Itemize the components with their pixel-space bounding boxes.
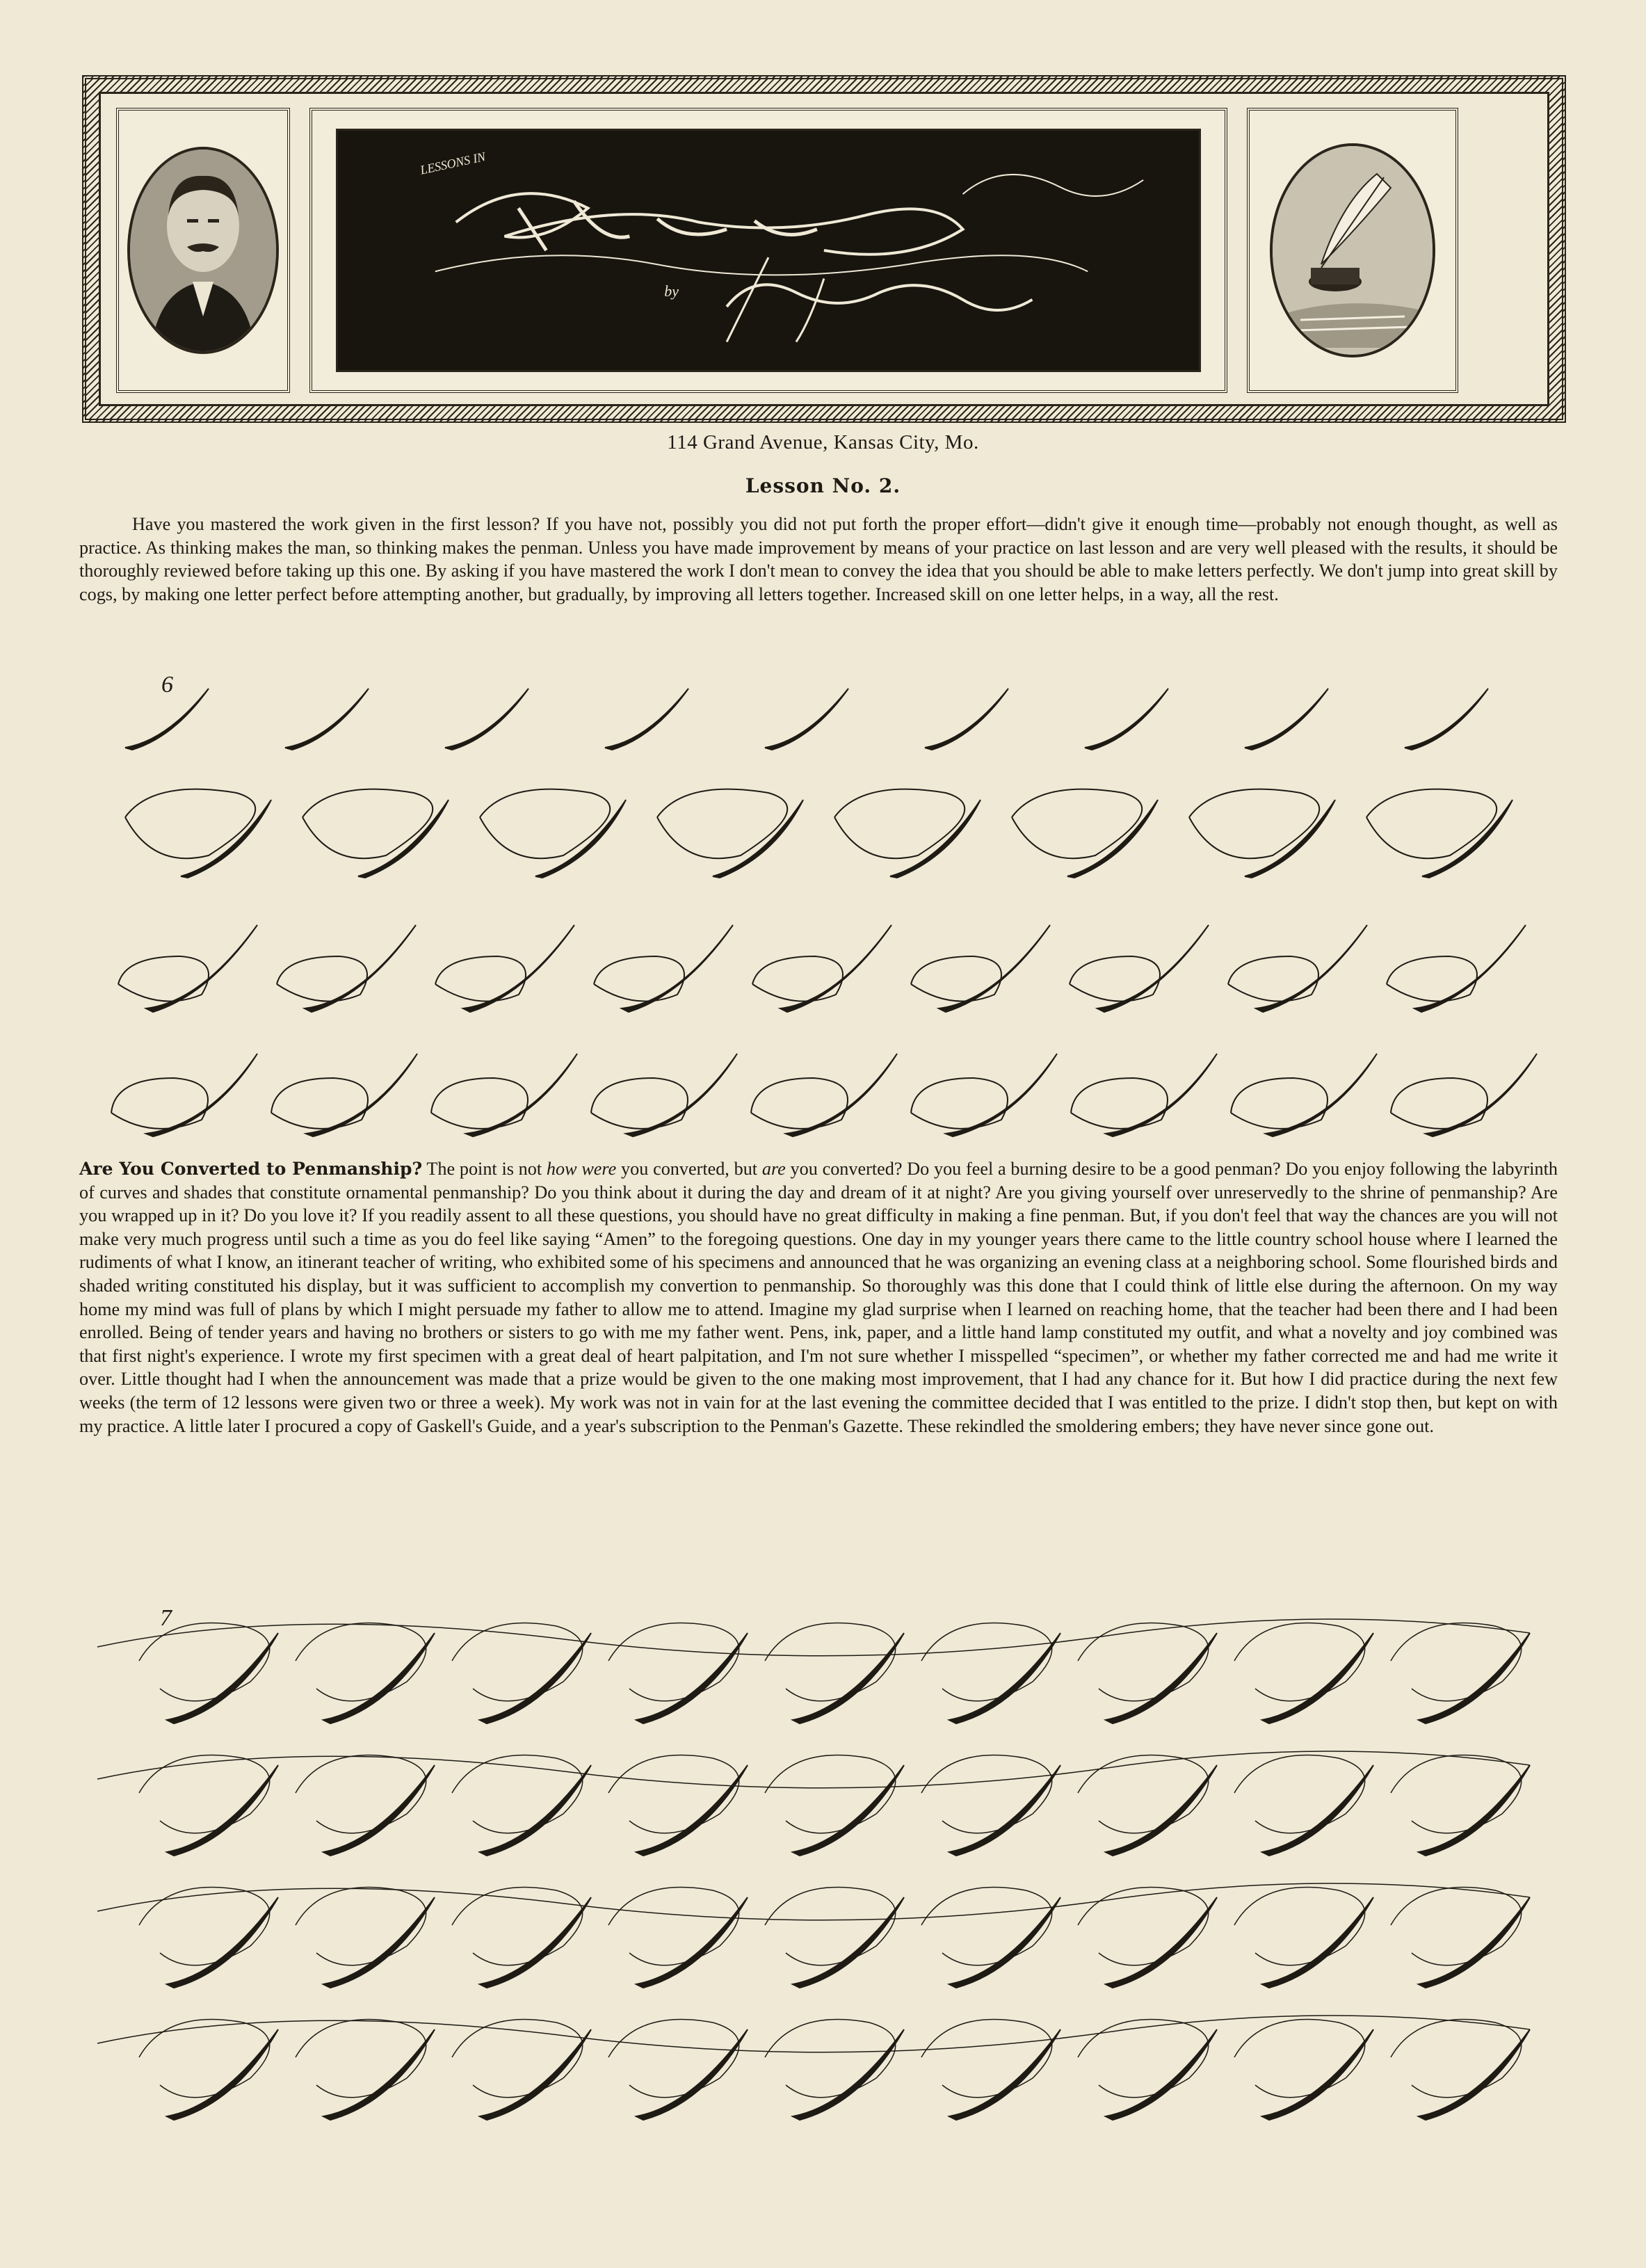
emphasis: are — [761, 1159, 786, 1179]
shaded-stroke — [1405, 689, 1488, 750]
capital-loop — [452, 1755, 583, 1833]
shaded-stroke — [1414, 925, 1526, 1012]
shaded-stroke — [636, 1765, 748, 1856]
shaded-stroke — [1106, 1054, 1217, 1136]
oval-loop — [1070, 956, 1160, 1002]
shaded-stroke — [1106, 1765, 1217, 1856]
shaded-stroke — [626, 1054, 737, 1136]
address-line: 114 Grand Avenue, Kansas City, Mo. — [667, 431, 979, 453]
emphasis: how were — [546, 1159, 617, 1179]
capital-loop — [452, 2020, 583, 2098]
shaded-stroke — [323, 1765, 435, 1856]
capital-loop — [765, 1755, 896, 1833]
shaded-stroke — [1422, 800, 1512, 878]
shaded-stroke — [1245, 689, 1328, 750]
flourish-line — [97, 1883, 1530, 1920]
shaded-stroke — [445, 689, 529, 750]
capital-loop — [452, 1623, 583, 1701]
oval-loop — [911, 1078, 1008, 1129]
header-banner — [82, 75, 1566, 423]
shaded-stroke — [786, 1054, 897, 1136]
oval-loop — [1071, 1078, 1168, 1129]
shaded-stroke — [1262, 1633, 1373, 1723]
exercise-6-drawing — [83, 661, 1565, 1148]
quill-vignette — [1270, 143, 1435, 357]
capital-loop — [921, 2020, 1052, 2098]
capital-loop — [1391, 1755, 1522, 1833]
shaded-stroke — [466, 1054, 577, 1136]
quill-frame — [1247, 108, 1458, 393]
capital-loop — [1078, 1755, 1209, 1833]
shaded-stroke — [480, 1765, 591, 1856]
shaded-stroke — [949, 1633, 1060, 1723]
quill-inkwell-drawing — [1273, 146, 1433, 355]
shaded-stroke — [323, 2029, 435, 2120]
portrait-frame — [116, 108, 290, 393]
shaded-stroke — [949, 1765, 1060, 1856]
oval-loop — [594, 956, 684, 1002]
capital-loop — [1234, 1755, 1365, 1833]
shaded-stroke — [890, 800, 981, 878]
oval-loop — [435, 956, 526, 1002]
capital-loop — [139, 2020, 270, 2098]
shaded-stroke — [1106, 1897, 1217, 1988]
shaded-stroke — [480, 1897, 591, 1988]
capital-loop — [139, 1888, 270, 1965]
artistic-writing-flourish — [338, 131, 1199, 370]
run-in-heading: Are You Converted to Penmanship? — [79, 1159, 423, 1179]
shaded-stroke — [323, 1633, 435, 1723]
capital-loop — [765, 2020, 896, 2098]
shaded-stroke — [146, 925, 257, 1012]
capital-loop — [608, 1755, 739, 1833]
capital-loop — [139, 1755, 270, 1833]
oval-loop — [752, 956, 843, 1002]
text-run: you converted? Do you feel a burning desire to be a good penman? Do you enjoy following the labyrinth of curves and shades that constitute ornamental penmanship? Do you think about it during the day and dream of it at night? Are you giving yourself over unreservedly to the shrine of penmanship? Are you wrapped up in it? Do you love it? If you readily assent to all these questions, you should have no great difficulty in making a fine penman. But, if you don't feel that way the chances are you will not make very much progress until such a time as you do feel like saying “Amen” to the foregoing questions. One day in my younger years there came to the little country school house where I learned the rudiments of what I know, an itinerant teacher of writing, who exhibited some of his specimens and announced that he was organizing an evening class at a neighboring school. Some flourished birds and shaded writing constituted his display, but it was sufficient to accomplish my convertion to penmanship. So thoroughly was this done that I could think of little else during the afternoon. On my way home my mind was full of plans by which I might persuade my father to allow me to attend. Imagine my glad surprise when I learned on reaching home, that the teacher had been there and I had been enrolled. Being of tender years and having no brothers or sisters to go with me my father went. Pens, ink, paper, and a little hand lamp constituted my outfit, and what a novelty and joy combined was that first night's experience. I wrote my first specimen with a great deal of heart palpitation, and I'm not sure whether I misspelled “specimen”, or whether my father corrected me and had me write it over. Little thought had I when the announcement was made that a prize would be given to the one making most improvement, that I had any chance for it. But how I did practice during the next few weeks (the term of 12 lessons were given two or three a week). My work was not in vain for at the last evening the committee decided that I was entitled to the prize. I didn't stop then, but kept on with my practice. A little later I procured a copy of Gaskell's Guide, and a year's subscription to the Penman's Gazette. These rekindled the smoldering embers; they have never since gone out. — [79, 1159, 1558, 1436]
shaded-stroke — [480, 1633, 591, 1723]
shaded-stroke — [636, 2029, 748, 2120]
shaded-stroke — [636, 1633, 748, 1723]
shaded-stroke — [1067, 800, 1158, 878]
capital-loop — [296, 1888, 426, 1965]
shaded-stroke — [1419, 2029, 1530, 2120]
shaded-stroke — [780, 925, 891, 1012]
oval-loop — [751, 1078, 848, 1129]
capital-loop — [608, 2020, 739, 2098]
shaded-stroke — [535, 800, 626, 878]
shaded-stroke — [285, 689, 369, 750]
capital-loop — [139, 1623, 270, 1701]
shaded-stroke — [636, 1897, 748, 1988]
flourish-line — [97, 1619, 1530, 1656]
exercise-7-plate — [83, 1577, 1565, 2127]
shaded-stroke — [1419, 1765, 1530, 1856]
capital-loop — [452, 1888, 583, 1965]
title-lettering-plate — [336, 129, 1201, 372]
exercise-6-plate — [83, 661, 1565, 1148]
author-portrait — [127, 147, 279, 354]
shaded-stroke — [939, 925, 1050, 1012]
shaded-stroke — [1266, 1054, 1377, 1136]
oval-loop — [591, 1078, 688, 1129]
exercise-7-drawing — [83, 1577, 1565, 2127]
intro-paragraph: Have you mastered the work given in the first lesson? If you have not, possibly you did not put forth the proper effort—didn't give it enough time—probably not enough thought, as well as practice. As thinking makes the man, so thinking makes the penman. Unless you have made improvement by means of your practice on last lesson and are very well pleased with the results, it should be thoroughly reviewed before taking up this one. By asking if you have mastered the work I don't mean to convey the idea that you should be able to make letters perfectly. We don't jump into great skill by cogs, by making one letter perfect before attempting another, but gradually, by improving all letters together. Increased skill on one letter helps, in a way, all the rest. — [79, 514, 1558, 604]
oval-loop — [118, 956, 209, 1002]
oval-loop — [911, 956, 1001, 1002]
shaded-stroke — [1245, 800, 1335, 878]
shaded-stroke — [167, 1897, 278, 1988]
capital-loop — [1234, 1888, 1365, 1965]
capital-loop — [921, 1623, 1052, 1701]
capital-loop — [296, 1755, 426, 1833]
oval-loop — [271, 1078, 368, 1129]
capital-loop — [1234, 1623, 1365, 1701]
shaded-stroke — [480, 2029, 591, 2120]
shaded-stroke — [605, 689, 688, 750]
shaded-stroke — [1262, 1897, 1373, 1988]
shaded-stroke — [713, 800, 803, 878]
portrait-drawing — [130, 150, 276, 351]
shaded-stroke — [949, 1897, 1060, 1988]
oval-loop — [431, 1078, 528, 1129]
title-frame — [309, 108, 1227, 393]
text-run: you converted, but — [616, 1159, 762, 1179]
oval-loop — [277, 956, 367, 1002]
capital-loop — [296, 2020, 426, 2098]
shaded-stroke — [1262, 2029, 1373, 2120]
shaded-stroke — [1097, 925, 1209, 1012]
capital-loop — [1078, 2020, 1209, 2098]
shaded-stroke — [1419, 1633, 1530, 1723]
svg-text:LESSONS IN: LESSONS IN — [419, 149, 487, 177]
shaded-stroke — [305, 925, 416, 1012]
capital-loop — [765, 1888, 896, 1965]
capital-loop — [1391, 1623, 1522, 1701]
shaded-stroke — [925, 689, 1008, 750]
shaded-stroke — [146, 1054, 257, 1136]
exercise-number: 6 — [161, 672, 173, 698]
shaded-stroke — [181, 800, 271, 878]
shaded-stroke — [1419, 1897, 1530, 1988]
capital-loop — [296, 1623, 426, 1701]
exercise-number: 7 — [160, 1605, 172, 1631]
capital-loop — [1391, 2020, 1522, 2098]
oval-loop — [1391, 1078, 1487, 1129]
shaded-stroke — [358, 800, 449, 878]
shaded-stroke — [765, 689, 848, 750]
shaded-stroke — [323, 1897, 435, 1988]
shaded-stroke — [167, 2029, 278, 2120]
shaded-stroke — [793, 2029, 904, 2120]
capital-loop — [608, 1623, 739, 1701]
shaded-stroke — [167, 1765, 278, 1856]
shaded-stroke — [949, 2029, 1060, 2120]
shaded-stroke — [1426, 1054, 1537, 1136]
flourish-line — [97, 2016, 1530, 2052]
text-run: The point is not — [422, 1159, 547, 1179]
shaded-stroke — [622, 925, 733, 1012]
shaded-stroke — [1106, 2029, 1217, 2120]
shaded-stroke — [463, 925, 574, 1012]
shaded-stroke — [1262, 1765, 1373, 1856]
shaded-stroke — [1256, 925, 1367, 1012]
shaded-stroke — [306, 1054, 417, 1136]
shaded-stroke — [793, 1633, 904, 1723]
oval-loop — [1387, 956, 1477, 1002]
shaded-stroke — [946, 1054, 1057, 1136]
oval-loop — [1231, 1078, 1328, 1129]
capital-loop — [1234, 2020, 1365, 2098]
shaded-stroke — [1106, 1633, 1217, 1723]
capital-loop — [765, 1623, 896, 1701]
lesson-heading: Lesson No. 2. — [745, 474, 901, 497]
svg-text:by: by — [664, 282, 679, 300]
shaded-stroke — [167, 1633, 278, 1723]
oval-loop — [111, 1078, 208, 1129]
flourish-line — [97, 1751, 1530, 1788]
shaded-stroke — [793, 1897, 904, 1988]
banner-inner — [99, 92, 1549, 406]
capital-loop — [608, 1888, 739, 1965]
capital-loop — [1078, 1623, 1209, 1701]
oval-loop — [1228, 956, 1318, 1002]
conversion-paragraph — [79, 1157, 1558, 1438]
shaded-stroke — [1085, 689, 1168, 750]
capital-loop — [1078, 1888, 1209, 1965]
capital-loop — [921, 1755, 1052, 1833]
capital-loop — [1391, 1888, 1522, 1965]
capital-loop — [921, 1888, 1052, 1965]
shaded-stroke — [793, 1765, 904, 1856]
